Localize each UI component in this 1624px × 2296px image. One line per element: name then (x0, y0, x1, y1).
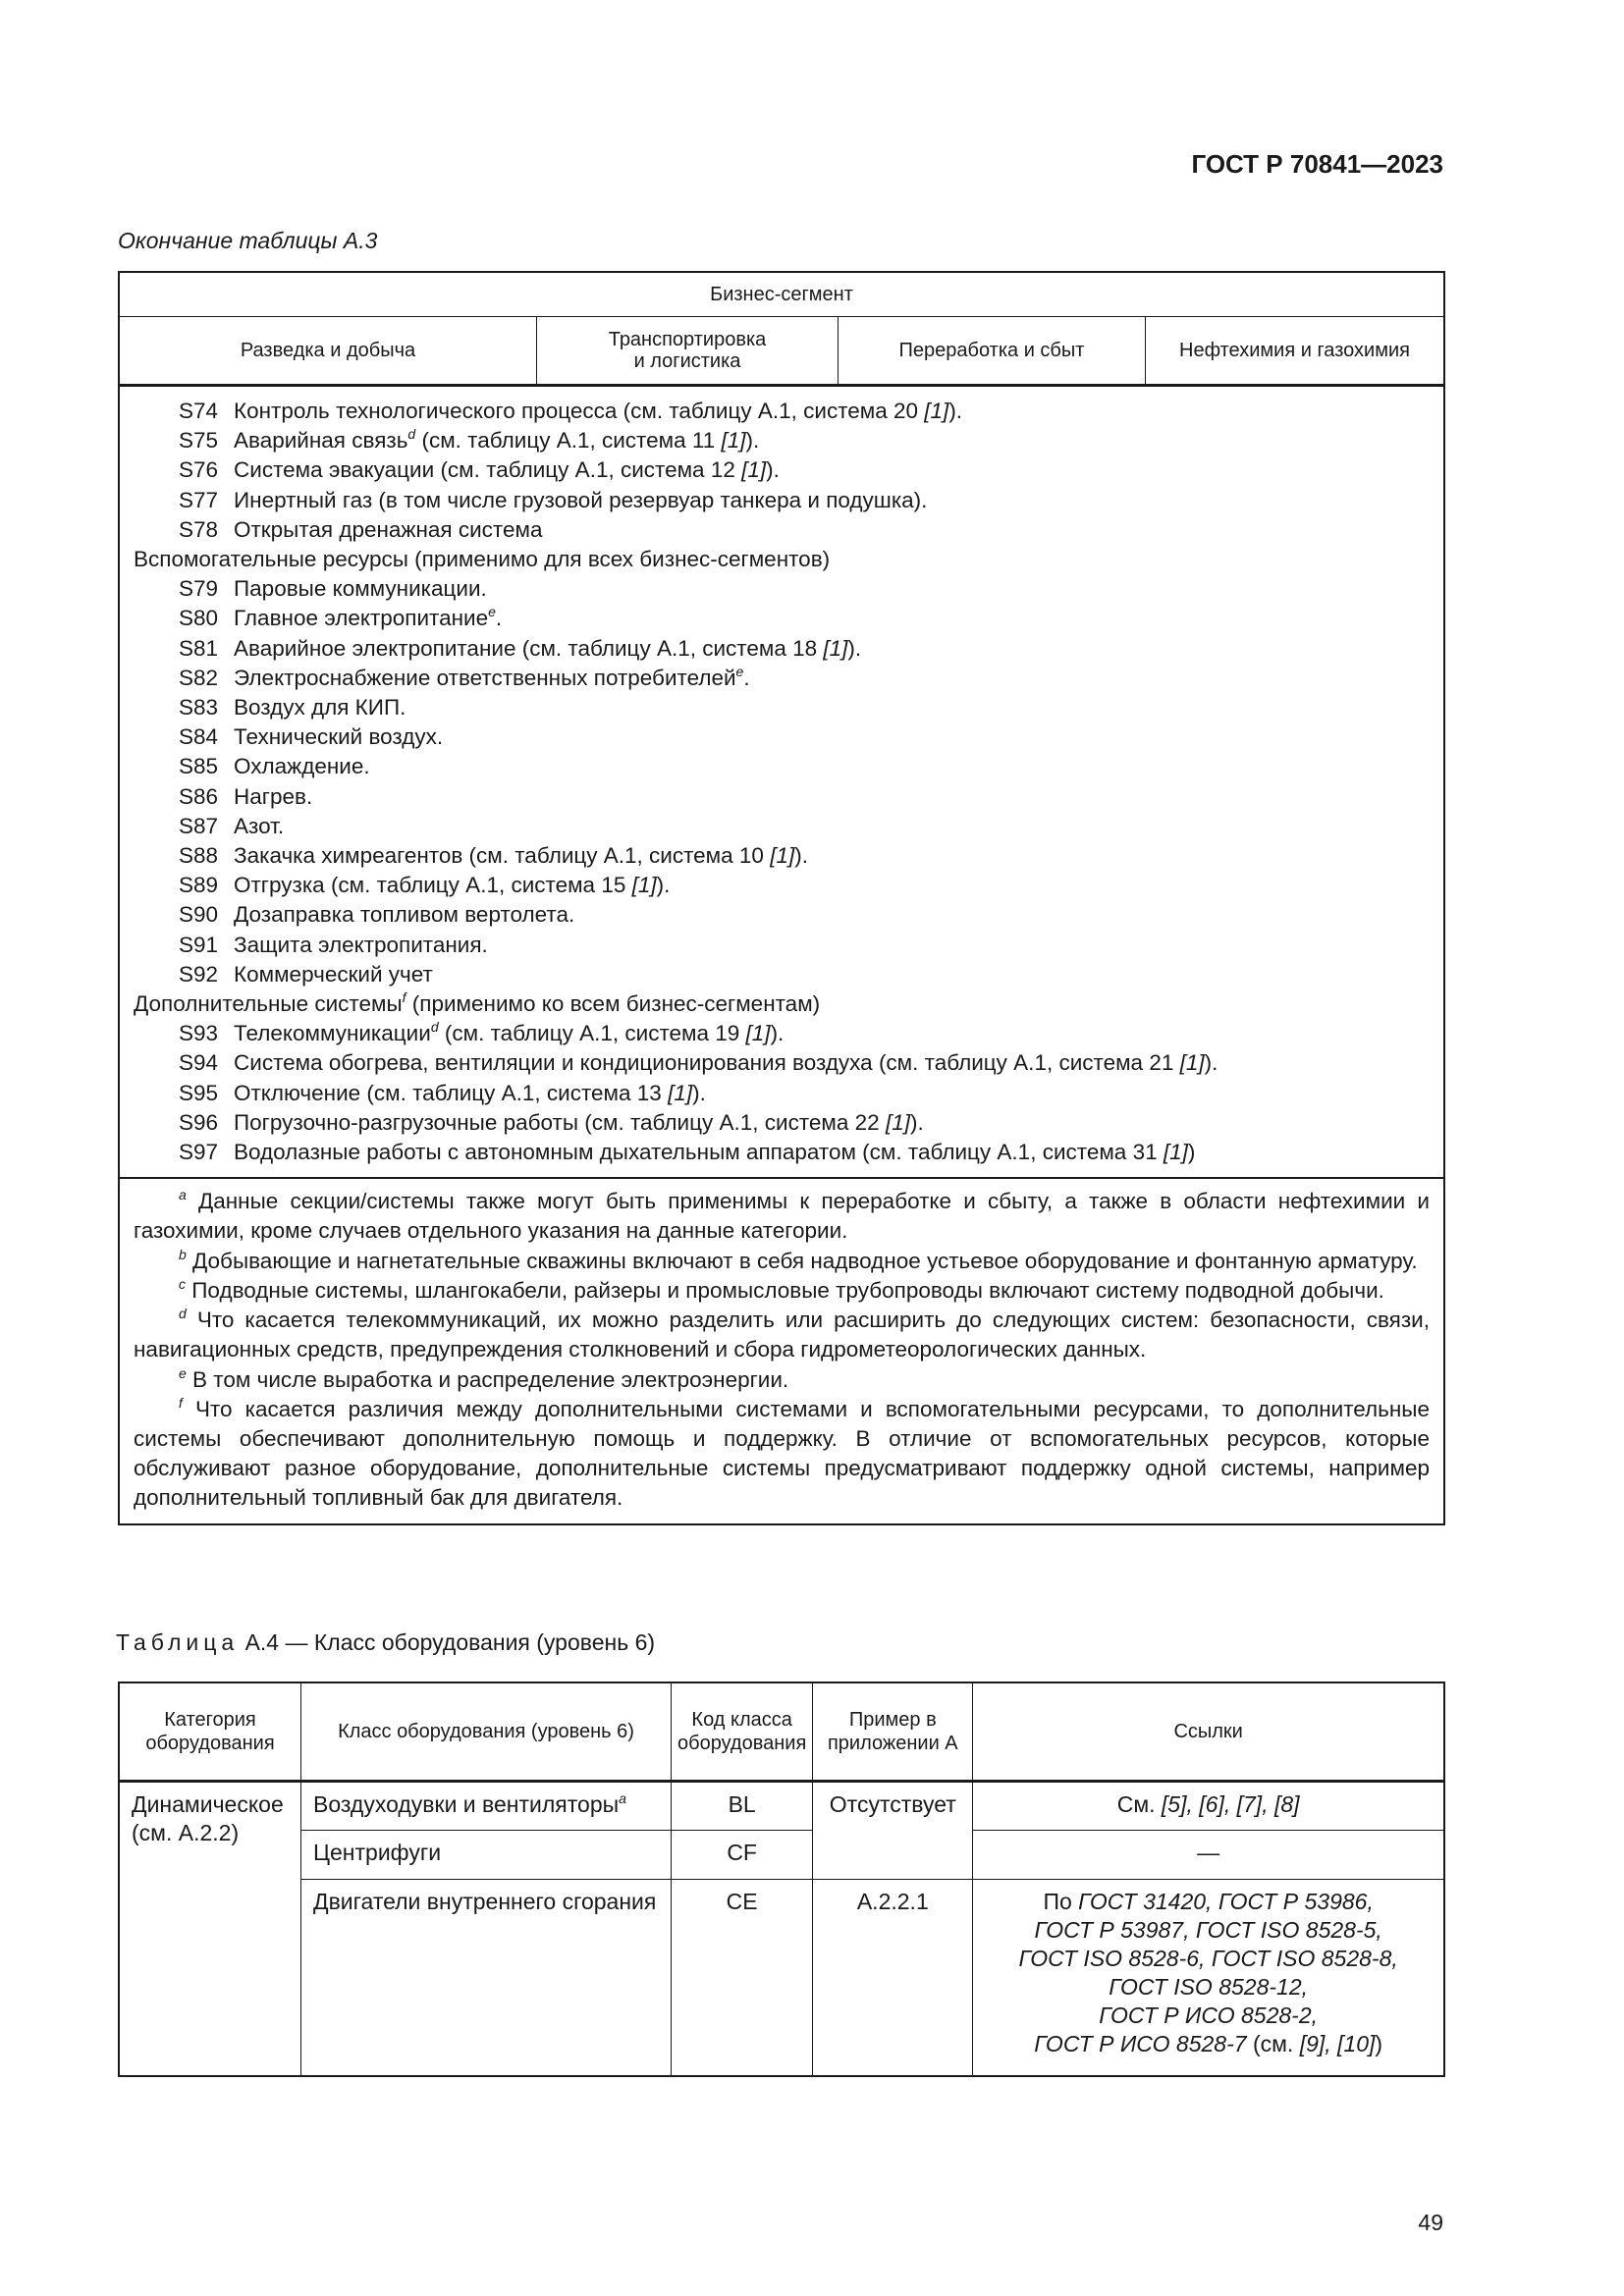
references (973, 1880, 1444, 2076)
reference-text: См. (1116, 1791, 1162, 1817)
system-code: S76 (179, 457, 219, 483)
reference-text: ГОСТ ISO 8528-6, ГОСТ ISO 8528-8, (1018, 1946, 1398, 1971)
footnote-mark: f (179, 1394, 183, 1411)
reference: [1] (823, 635, 848, 661)
group-header: Бизнес-сегмент (119, 272, 1444, 317)
footnote (134, 1187, 1430, 1246)
system-name: Система обогрева, вентиляции и кондиционирования воздуха (см. таблицу А.1, система 21 (234, 1050, 1180, 1076)
list-item (134, 1048, 1430, 1078)
list-item (134, 634, 1430, 664)
reference-line (985, 1973, 1432, 2002)
system-name: ). (948, 399, 963, 423)
reference: [1] (668, 1080, 693, 1105)
column-header: Ссылки (973, 1682, 1444, 1782)
system-name: ) (1187, 1140, 1196, 1165)
reference: [1] (631, 873, 657, 898)
column-header: Переработка и сбыт (839, 317, 1146, 386)
system-code: S84 (179, 724, 219, 750)
system-name: . (743, 665, 750, 690)
list-item (134, 1108, 1430, 1138)
system-name: Телекоммуникации (234, 1021, 431, 1046)
footnote-mark: b (179, 1246, 187, 1262)
reference-line (985, 1916, 1432, 1945)
system-code: S80 (179, 606, 219, 631)
systems-list (119, 386, 1444, 1179)
document-code: ГОСТ Р 70841—2023 (1191, 149, 1443, 179)
system-code: S88 (179, 843, 219, 869)
reference-text: ГОСТ Р 53987, ГОСТ ISO 8528-5, (1034, 1917, 1382, 1943)
system-code: S77 (179, 487, 219, 512)
class-code: BL (672, 1782, 813, 1831)
section-heading (134, 989, 1430, 1019)
column-header: Разведка и добыча (119, 317, 537, 386)
system-name: ). (692, 1080, 706, 1105)
system-name: Охлаждение. (234, 754, 370, 779)
list-item (134, 871, 1430, 900)
system-code: S87 (179, 813, 219, 838)
system-name: Воздух для КИП. (234, 695, 406, 721)
system-name: ). (656, 873, 671, 898)
list-item (134, 574, 1430, 604)
system-code: S79 (179, 576, 219, 602)
reference: [1] (1163, 1140, 1188, 1165)
list-item (134, 752, 1430, 781)
system-code: S90 (179, 902, 219, 928)
list-item (134, 931, 1430, 960)
reference: [1] (721, 428, 746, 454)
footnote-mark: d (430, 1019, 439, 1036)
section-heading (134, 545, 1430, 574)
reference-text: ГОСТ Р ИСО 8528-7 (1034, 2031, 1253, 2056)
footnote-mark: a (179, 1187, 187, 1203)
reference-text: — (1197, 1840, 1220, 1865)
footnote-text: Подводные системы, шлангокабели, райзеры и промысловые трубопроводы включают систему подводной добычи. (186, 1277, 1384, 1303)
footnote-mark: d (179, 1306, 187, 1322)
reference: [1] (745, 1021, 771, 1046)
references (973, 1782, 1444, 1831)
footnote (134, 1306, 1430, 1364)
footnote-mark: c (179, 1275, 186, 1292)
column-header: Категория оборудования (119, 1682, 301, 1782)
system-name: Закачка химреагентов (см. таблицу А.1, система 10 (234, 843, 771, 869)
list-item (134, 486, 1430, 515)
reference-text: ) (1375, 2031, 1383, 2056)
list-item (134, 1019, 1430, 1048)
column-header: Класс оборудования (уровень 6) (301, 1682, 672, 1782)
system-name: ). (909, 1109, 924, 1135)
system-name: (см. таблицу А.1, система 19 (438, 1021, 746, 1046)
reference-line (985, 1839, 1432, 1867)
footnote (134, 1276, 1430, 1306)
system-code: S89 (179, 873, 219, 898)
system-name: Контроль технологического процесса (см. таблицу А.1, система 20 (234, 399, 925, 423)
system-code: S95 (179, 1080, 219, 1105)
reference-line (985, 1945, 1432, 1973)
column-header: Транспортировка и логистика (537, 317, 839, 386)
list-item (134, 782, 1430, 812)
list-item (134, 812, 1430, 841)
footnote-text: Добывающие и нагнетательные скважины включают в себя надводное устьевое оборудование и фонтанную арматуру. (186, 1248, 1418, 1273)
list-item (134, 515, 1430, 545)
reference-text: [5], [6], [7], [8] (1161, 1791, 1300, 1817)
equipment-class: Центрифуги (301, 1831, 672, 1880)
list-item (134, 841, 1430, 871)
system-name: Инертный газ (в том числе грузовой резервуар танкера и подушка). (234, 487, 928, 512)
footnote-mark: f (402, 989, 406, 1006)
reference: [1] (741, 457, 767, 483)
list-item (134, 960, 1430, 989)
system-name: Водолазные работы с автономным дыхательным аппаратом (см. таблицу А.1, система 31 (234, 1140, 1164, 1165)
reference-text: ГОСТ Р ИСО 8528-2, (1099, 2002, 1319, 2028)
system-name: ). (770, 1021, 785, 1046)
table-notes (119, 1178, 1444, 1523)
system-name: Паровые коммуникации. (234, 576, 487, 602)
reference: [1] (885, 1109, 910, 1135)
reference-line (985, 1790, 1432, 1819)
footnote-text: Данные секции/системы также могут быть применимы к переработке и сбыту, а также в области нефтехимии и газохимии, кроме случаев отдельного указания на данные категории. (134, 1189, 1430, 1244)
list-item (134, 1079, 1430, 1108)
system-name: ). (794, 843, 808, 869)
footnote-mark: d (407, 426, 416, 443)
system-name: Аварийное электропитание (см. таблицу А.1, система 18 (234, 635, 824, 661)
footnote-mark: e (735, 663, 744, 679)
system-code: S75 (179, 428, 219, 454)
section-heading-text: (применимо ко всем бизнес-сегментам) (406, 991, 821, 1017)
list-item (134, 604, 1430, 633)
column-header: Код класса оборудования (672, 1682, 813, 1782)
reference-line (985, 2030, 1432, 2058)
list-item (134, 900, 1430, 930)
page-number: 49 (1418, 2210, 1443, 2235)
reference-text: По (1043, 1889, 1079, 1914)
system-code: S97 (179, 1140, 219, 1165)
system-name: Технический воздух. (234, 724, 444, 750)
reference-line (985, 1888, 1432, 1916)
system-code: S91 (179, 932, 219, 957)
system-name: ). (766, 457, 780, 483)
system-name: Система эвакуации (см. таблицу А.1, система 12 (234, 457, 742, 483)
system-code: S86 (179, 783, 219, 809)
example-ref: Отсутствует (813, 1782, 973, 1880)
table-a4-caption: Таблица А.4 — Класс оборудования (уровень 6) (116, 1629, 656, 1655)
section-heading-text: Дополнительные системы (134, 991, 403, 1017)
system-name: ). (847, 635, 862, 661)
reference-text: ГОСТ ISO 8528-12, (1109, 1974, 1309, 2000)
system-name: Отгрузка (см. таблицу А.1, система 15 (234, 873, 632, 898)
column-header: Нефтехимия и газохимия (1146, 317, 1445, 386)
footnote (134, 1247, 1430, 1276)
reference-text: [9], [10] (1299, 2031, 1376, 2056)
footnote-mark: e (179, 1364, 187, 1381)
footnote-text: В том числе выработка и распределение электроэнергии. (186, 1366, 789, 1392)
system-name: ). (1204, 1050, 1218, 1076)
system-code: S82 (179, 665, 219, 690)
list-item (134, 455, 1430, 485)
section-heading-text: Вспомогательные ресурсы (применимо для всех бизнес-сегментов) (134, 547, 831, 572)
system-name: Защита электропитания. (234, 932, 488, 957)
system-name: Открытая дренажная система (234, 516, 543, 542)
reference-text: ГОСТ 31420, ГОСТ Р 53986, (1078, 1889, 1374, 1914)
system-name: Погрузочно-разгрузочные работы (см. таблицу А.1, система 22 (234, 1109, 886, 1135)
footnote (134, 1365, 1430, 1395)
table-continuation-title: Окончание таблицы А.3 (118, 228, 378, 253)
equipment-class: Двигатели внутреннего сгорания (301, 1880, 672, 2076)
system-code: S94 (179, 1050, 219, 1076)
system-name: Аварийная связь (234, 428, 408, 454)
references (973, 1831, 1444, 1880)
footnote-text: Что касается различия между дополнительными системами и вспомогательными ресурсами, то дополнительные системы обеспечивают дополнительную помощь и поддержку. В отличие от вспомогательных ресурсов, которые обслуживают разное оборудование, дополнительные системы предусматривают поддержку одной системы, например дополнительный топливный бак для двигателя. (134, 1396, 1430, 1511)
equipment-class: Воздуходувки и вентиляторы$^a$ (301, 1782, 672, 1831)
reference-text: (см. (1252, 2031, 1300, 2056)
list-item (134, 426, 1430, 455)
system-code: S93 (179, 1021, 219, 1046)
system-name: . (495, 606, 503, 631)
list-item (134, 1138, 1430, 1167)
system-code: S78 (179, 516, 219, 542)
system-name: Коммерческий учет (234, 961, 433, 987)
class-code: CF (672, 1831, 813, 1880)
table-a4 (118, 1682, 1445, 2077)
column-header: Пример в приложении А (813, 1682, 973, 1782)
system-name: Дозаправка топливом вертолета. (234, 902, 575, 928)
reference: [1] (924, 399, 949, 423)
system-name: Азот. (234, 813, 285, 838)
reference: [1] (1179, 1050, 1205, 1076)
class-code: CE (672, 1880, 813, 2076)
example-ref: А.2.2.1 (813, 1880, 973, 2076)
reference: [1] (770, 843, 795, 869)
list-item (134, 722, 1430, 752)
system-name: Главное электропитание (234, 606, 489, 631)
system-code: S92 (179, 961, 219, 987)
system-code: S74 (179, 399, 219, 423)
system-name: Электроснабжение ответственных потребителей (234, 665, 736, 690)
system-name: Нагрев. (234, 783, 313, 809)
footnote (134, 1395, 1430, 1514)
list-item (134, 693, 1430, 722)
equipment-category: Динамическое (см. А.2.2) (119, 1782, 301, 2076)
reference-line (985, 2002, 1432, 2030)
table-a3 (118, 271, 1445, 1525)
list-item (134, 664, 1430, 693)
system-name: (см. таблицу А.1, система 11 (415, 428, 722, 454)
system-code: S85 (179, 754, 219, 779)
footnote-text: Что касается телекоммуникаций, их можно разделить или расширить до следующих систем: безопасности, связи, навигационных средств, предупреждения столкновений и сбора гидрометеорологических данных. (134, 1308, 1430, 1362)
system-code: S96 (179, 1109, 219, 1135)
system-code: S81 (179, 635, 219, 661)
system-name: ). (745, 428, 760, 454)
list-item (134, 397, 1430, 426)
system-code: S83 (179, 695, 219, 721)
system-name: Отключение (см. таблицу А.1, система 13 (234, 1080, 669, 1105)
footnote-mark: e (488, 604, 496, 620)
